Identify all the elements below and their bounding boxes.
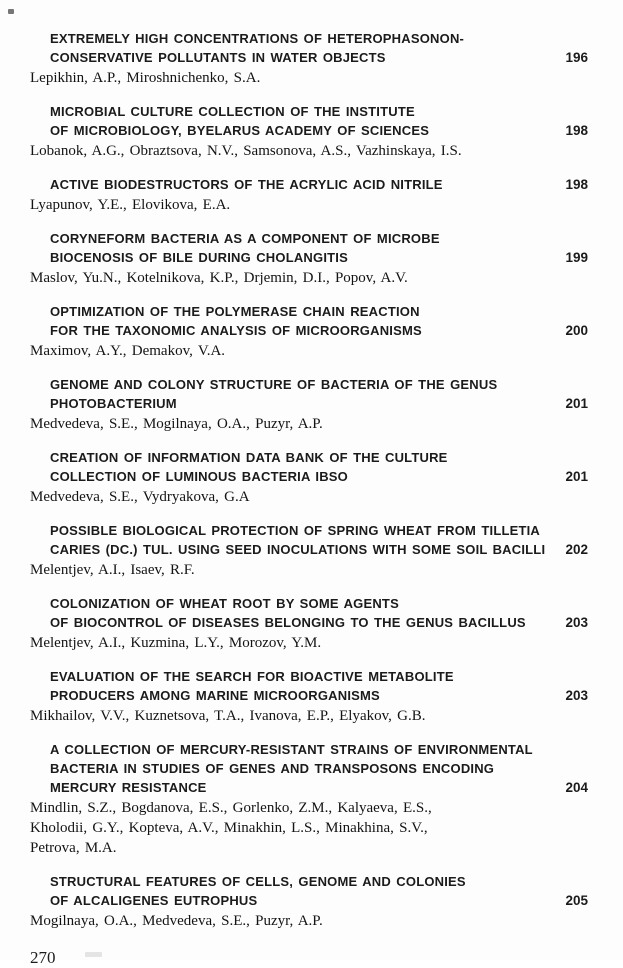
entry-page-number: 198 (565, 123, 588, 138)
entry-title-line: ACTIVE BIODESTRUCTORS OF THE ACRYLIC ACID NITRILE (50, 177, 443, 192)
toc-entry (30, 448, 588, 507)
entry-authors (30, 341, 588, 361)
entry-title-line: OF ALCALIGENES EUTROPHUS (50, 893, 258, 908)
entry-authors (30, 414, 588, 434)
toc-entry-title-row (30, 375, 588, 413)
entry-page-number: 205 (565, 893, 588, 908)
entry-page-number: 202 (565, 542, 588, 557)
entry-page-number: 203 (565, 688, 588, 703)
entry-title (50, 448, 550, 486)
entry-page-number: 201 (565, 469, 588, 484)
toc-entry-title-row (30, 594, 588, 632)
entry-title (50, 594, 550, 632)
entry-title-line: CONSERVATIVE POLLUTANTS IN WATER OBJECTS (50, 50, 386, 65)
entry-title-line: COLONIZATION OF WHEAT ROOT BY SOME AGENTS (50, 596, 399, 611)
toc-entry (30, 521, 588, 580)
toc-entry (30, 29, 588, 88)
toc-entry (30, 594, 588, 653)
entry-authors (30, 487, 588, 507)
toc-entry (30, 175, 588, 215)
entry-title (50, 740, 550, 797)
entry-title-line: GENOME AND COLONY STRUCTURE OF BACTERIA OF THE GENUS (50, 377, 498, 392)
entry-title-line: CARIES (DC.) TUL. USING SEED INOCULATIONS WITH SOME SOIL BACILLI (50, 542, 546, 557)
entry-author-line: Lobanok, A.G., Obraztsova, N.V., Samsonova, A.S., Vazhinskaya, I.S. (30, 143, 462, 159)
toc-entry-title-row (30, 302, 588, 340)
entry-page-number: 198 (565, 177, 588, 192)
entry-title-line: STRUCTURAL FEATURES OF CELLS, GENOME AND COLONIES (50, 874, 466, 889)
entry-title-line: PRODUCERS AMONG MARINE MICROORGANISMS (50, 688, 380, 703)
toc-entry (30, 375, 588, 434)
entry-authors (30, 706, 588, 726)
toc-entry-title-row (30, 102, 588, 140)
toc-entry-title-row (30, 740, 588, 797)
entry-title-line: BIOCENOSIS OF BILE DURING CHOLANGITIS (50, 250, 348, 265)
entry-page-number: 204 (565, 780, 588, 795)
entry-title-line: OF MICROBIOLOGY, BYELARUS ACADEMY OF SCIENCES (50, 123, 430, 138)
entry-title (50, 302, 550, 340)
entry-author-line: Melentjev, A.I., Kuzmina, L.Y., Morozov, Y.M. (30, 635, 322, 651)
entry-author-line: Melentjev, A.I., Isaev, R.F. (30, 562, 195, 578)
entry-title-line: POSSIBLE BIOLOGICAL PROTECTION OF SPRING WHEAT FROM TILLETIA (50, 523, 541, 538)
entry-title (50, 102, 550, 140)
entry-authors (30, 798, 588, 858)
toc-entry-title-row (30, 872, 588, 910)
entry-authors (30, 633, 588, 653)
entry-author-line: Kholodii, G.Y., Kopteva, A.V., Minakhin, L.S., Minakhina, S.V., (30, 820, 428, 836)
toc-entry (30, 667, 588, 726)
entry-page-number: 203 (565, 615, 588, 630)
entry-page-number: 200 (565, 323, 588, 338)
entry-author-line: Maximov, A.Y., Demakov, V.A. (30, 343, 226, 359)
entry-title-line: EVALUATION OF THE SEARCH FOR BIOACTIVE METABOLITE (50, 669, 454, 684)
entry-authors (30, 268, 588, 288)
entry-author-line: Lyapunov, Y.E., Elovikova, E.A. (30, 197, 231, 213)
entry-title-line: BACTERIA IN STUDIES OF GENES AND TRANSPOSONS ENCODING (50, 761, 495, 776)
footer-page-number: 270 (30, 948, 56, 967)
entry-title (50, 375, 550, 413)
toc-entry-title-row (30, 521, 588, 559)
entry-title (50, 29, 550, 67)
entry-authors (30, 195, 588, 215)
toc-entry (30, 872, 588, 931)
entry-title-line: MERCURY RESISTANCE (50, 780, 207, 795)
entry-author-line: Maslov, Yu.N., Kotelnikova, K.P., Drjemin, D.I., Popov, A.V. (30, 270, 408, 286)
toc-entry-title-row (30, 229, 588, 267)
scan-speck-top-left (8, 9, 14, 14)
entry-title-line: MICROBIAL CULTURE COLLECTION OF THE INSTITUTE (50, 104, 415, 119)
entry-authors (30, 560, 588, 580)
entry-title-line: OPTIMIZATION OF THE POLYMERASE CHAIN REACTION (50, 304, 420, 319)
toc-entry-title-row (30, 448, 588, 486)
entry-page-number: 201 (565, 396, 588, 411)
toc-entry (30, 229, 588, 288)
toc-entry-title-row (30, 667, 588, 705)
entry-author-line: Petrova, M.A. (30, 840, 117, 856)
entry-title-line: A COLLECTION OF MERCURY-RESISTANT STRAINS OF ENVIRONMENTAL (50, 742, 533, 757)
entry-title (50, 667, 550, 705)
entry-title-line: PHOTOBACTERIUM (50, 396, 177, 411)
entry-authors (30, 141, 588, 161)
entry-author-line: Medvedeva, S.E., Vydryakova, G.A (30, 489, 250, 505)
entry-title (50, 229, 550, 267)
entry-authors (30, 911, 588, 931)
entry-authors (30, 68, 588, 88)
entry-page-number: 196 (565, 50, 588, 65)
entry-title-line: EXTREMELY HIGH CONCENTRATIONS OF HETEROPHASONON- (50, 31, 465, 46)
entry-title-line: OF BIOCONTROL OF DISEASES BELONGING TO THE GENUS BACILLUS (50, 615, 526, 630)
toc-entry-title-row (30, 29, 588, 67)
scan-mark-bottom (85, 952, 102, 957)
entry-title (50, 521, 550, 559)
table-of-contents (30, 29, 588, 931)
entry-title-line: CREATION OF INFORMATION DATA BANK OF THE CULTURE (50, 450, 448, 465)
entry-title (50, 175, 550, 194)
entry-title-line: CORYNEFORM BACTERIA AS A COMPONENT OF MICROBE (50, 231, 440, 246)
toc-entry (30, 102, 588, 161)
entry-page-number: 199 (565, 250, 588, 265)
entry-author-line: Medvedeva, S.E., Mogilnaya, O.A., Puzyr, A.P. (30, 416, 323, 432)
entry-author-line: Lepikhin, A.P., Miroshnichenko, S.A. (30, 70, 261, 86)
toc-entry (30, 740, 588, 858)
entry-title-line: FOR THE TAXONOMIC ANALYSIS OF MICROORGANISMS (50, 323, 422, 338)
toc-entry (30, 302, 588, 361)
entry-author-line: Mikhailov, V.V., Kuznetsova, T.A., Ivanova, E.P., Elyakov, G.B. (30, 708, 426, 724)
entry-title (50, 872, 550, 910)
entry-title-line: COLLECTION OF LUMINOUS BACTERIA IBSO (50, 469, 348, 484)
toc-entry-title-row (30, 175, 588, 194)
entry-author-line: Mogilnaya, O.A., Medvedeva, S.E., Puzyr, A.P. (30, 913, 323, 929)
entry-author-line: Mindlin, S.Z., Bogdanova, E.S., Gorlenko, Z.M., Kalyaeva, E.S., (30, 800, 432, 816)
